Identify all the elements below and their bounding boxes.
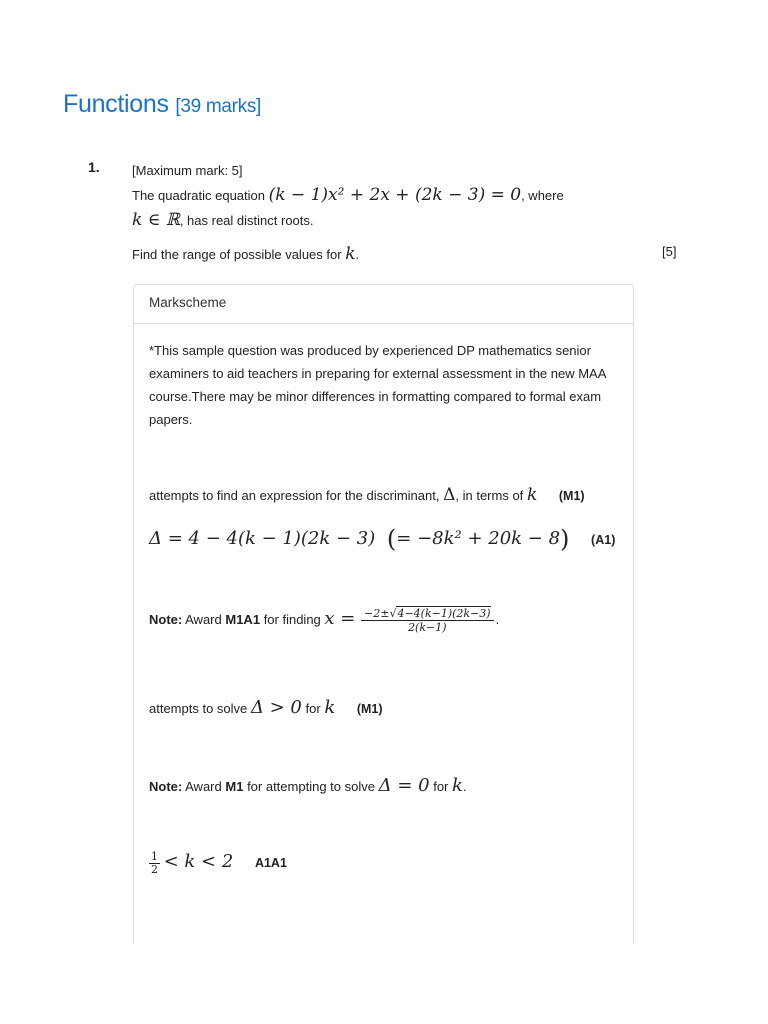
step-discriminant-expression [149,525,615,553]
sqrt-sign: √ [389,607,397,620]
note2-text1: Award [185,779,222,794]
section-marks: [39 marks] [175,96,262,117]
find-instruction [132,244,359,264]
note1-text1: Award [185,611,222,627]
question-stem [132,159,692,233]
note-solve-equation [149,775,467,796]
step1-variable: k [526,485,538,505]
step3-text: attempts to solve [149,701,248,716]
numerator-prefix: −2± [364,607,390,620]
stem-line-2 [132,208,692,233]
step3-text2: for [305,701,321,716]
disclaimer-text: *This sample question was produced by experienced DP mathematics senior examiners to aid teachers in preparing for external assessment in the new MAA course.There may be minor differences in formatting compared to formal exam papers. [149,343,606,427]
section-title [63,90,261,119]
answer-fraction [149,851,160,876]
find-end: . [355,247,360,262]
note-quadratic-formula [149,607,499,634]
mark-a1a1: A1A1 [254,856,287,870]
note2-text2: for attempting to solve [247,779,375,794]
note1-end: . [495,611,500,627]
answer-denominator: 2 [151,863,158,877]
note1-marks: M1A1 [225,611,261,627]
discriminant-expanded: (= −8k² + 20k − 8) [386,525,570,553]
stem-intro: The quadratic equation [132,188,265,203]
note2-label: Note: [149,779,183,794]
delta-symbol: Δ [443,485,456,505]
mark-m1-a: (M1) [558,489,585,503]
step3-expression: Δ > 0 [250,697,302,718]
find-variable: k [345,244,356,264]
note2-text3: for [433,779,449,794]
domain-expression: k ∈ ℝ [132,210,180,230]
section-title-text: Functions [63,90,169,118]
question-number: 1. [88,159,100,175]
note1-lhs: x = [324,607,356,629]
quadratic-equation: (k − 1)x² + 2x + (2k − 3) = 0 [268,185,522,205]
step3-variable: k [324,697,336,718]
final-answer [149,851,287,876]
markscheme-header[interactable]: Markscheme [134,285,633,324]
mark-m1-b: (M1) [356,702,383,716]
quadratic-formula-fraction [361,607,494,634]
note1-label: Note: [149,611,183,627]
stem-end: , has real distinct roots. [179,213,314,228]
note2-end: . [462,779,467,794]
stem-where: , where [521,188,564,203]
discriminant-expanded-text: = −8k² + 20k − 8 [396,528,561,549]
sqrt-radicand: 4−4(k−1)(2k−3) [397,607,491,620]
note2-marks: M1 [225,779,244,794]
markscheme-panel [133,284,634,944]
discriminant-expression: Δ = 4 − 4(k − 1)(2k − 3) [149,528,376,549]
note2-expression: Δ = 0 [378,775,430,796]
note2-variable: k [452,775,463,796]
answer-inequality: < k < 2 [163,851,234,872]
find-text: Find the range of possible values for [132,247,342,262]
step1-text: attempts to find an expression for the discriminant, [149,488,440,503]
mark-a1: (A1) [591,533,616,547]
answer-numerator: 1 [151,850,158,864]
note1-text2: for finding [263,611,321,627]
max-mark: [Maximum mark: 5] [132,163,243,178]
fraction-denominator: 2(k−1) [408,621,447,634]
total-marks: [5] [662,244,677,259]
step-solve-inequality [149,697,383,718]
stem-line-1 [132,183,692,208]
step-discriminant [149,485,585,505]
fraction-numerator [361,607,494,621]
step1-text2: , in terms of [455,488,524,503]
